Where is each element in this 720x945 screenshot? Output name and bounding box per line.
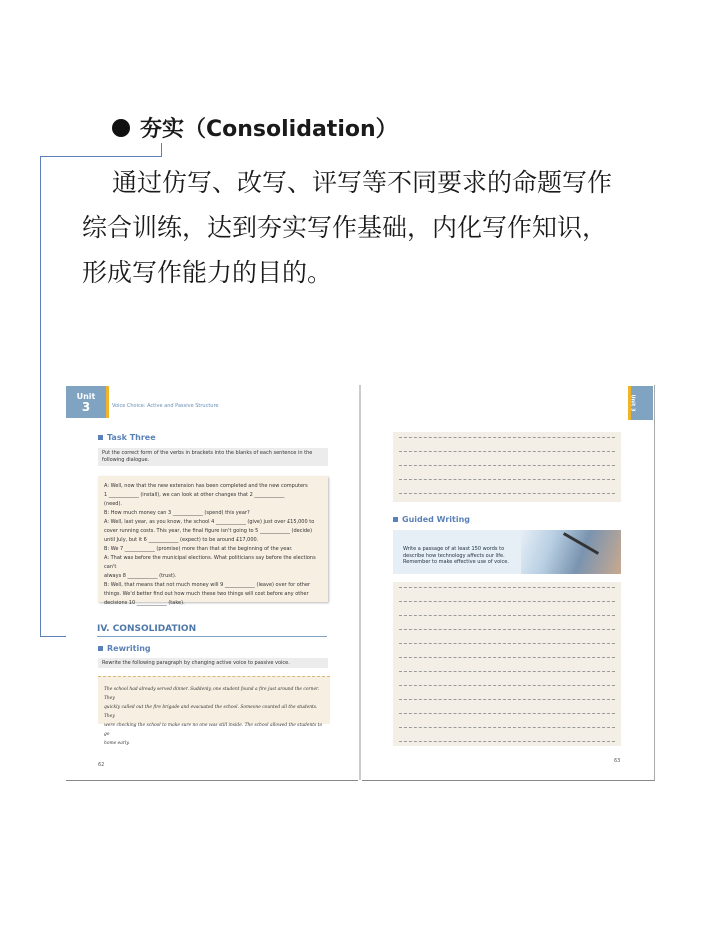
writing-rule [399,614,615,616]
writing-rule [399,740,615,742]
right-unit-tab-label: Unit 3 [629,394,636,412]
writing-rule [399,698,615,700]
prompt-line: Remember to make effective use of voice. [403,559,509,565]
writing-rule [399,464,615,466]
square-bullet-icon [98,646,103,651]
prompt-line: describe how technology affects our life. [403,552,505,559]
paragraph-line: 形成写作能力的目的。 [82,258,333,287]
consolidation-underline [97,636,327,637]
chapter-title: Voice Choice: Active and Passive Structure [112,403,219,409]
writing-rule [399,436,615,438]
book-spine [359,385,361,780]
dialogue-line: things. We'd better find out how much these two things will cost before any other [104,591,309,597]
guided-writing-prompt [403,546,533,566]
dialogue-line: always 8 ____________ (trust). [104,573,177,579]
writing-rule [399,492,615,494]
writing-lines-bottom [393,582,621,746]
writing-rule [399,670,615,672]
unit-word: Unit [76,392,96,401]
section-heading-text: 夯实（Consolidation） [140,117,398,142]
bullet-icon [112,119,130,137]
task-three-title [98,433,156,442]
dialogue-line: cover running costs. This year, the final figure isn't going to 5 ____________ (decide) [104,528,313,534]
pen-icon [563,532,599,555]
dialogue-line: A: That was before the municipal elections. What politicians say before the elections can't [104,555,316,570]
guided-writing-banner [393,530,621,574]
dialogue-line: (need). [104,501,122,507]
square-bullet-icon [393,517,398,522]
writing-rule [399,600,615,602]
dialogue-line: decisions 10 ____________ (take). [104,600,185,606]
square-bullet-icon [98,435,103,440]
unit-number: 3 [81,400,91,414]
left-page-number: 62 [98,762,105,768]
handwritten-line: home early. [104,741,130,746]
dialogue-line: B: We 7 ____________ (promise) more than that at the beginning of the year. [104,546,293,552]
handwritten-line: were checking the school to make sure no one was still inside. The school allowed the students to go [104,723,323,737]
handwritten-line: quickly called out the fire brigade and evacuated the school. Someone counted all the students. They [104,705,318,719]
frame-line-top [40,156,162,157]
paragraph-line: 通过仿写、改写、评写等不同要求的命题写作 [112,168,613,197]
writing-rule [399,478,615,480]
task-instruction: Put the correct form of the verbs in brackets into the blanks of each sentence in the following dialogue. [98,448,328,466]
handwritten-line: The school had already served dinner. Suddenly, one student found a fire just around the corner. They [104,687,320,701]
guided-writing-title [393,515,470,524]
writing-rule [399,726,615,728]
dialogue-line: A: Well, now that the new extension has been completed and the new computers [104,483,308,489]
hand-writing-photo [521,530,621,574]
dialogue-line: B: Well, that means that not much money will 9 ____________ (leave) over for other [104,582,311,588]
dialogue-box [98,476,328,606]
consolidation-title: IV. CONSOLIDATION [97,624,197,634]
rewriting-label: Rewriting [107,644,151,653]
frame-line-left [40,156,41,636]
writing-rule [399,712,615,714]
description-paragraph [82,160,662,295]
writing-rule [399,586,615,588]
task-three-label: Task Three [107,433,156,442]
prompt-line: Write a passage of at least 150 words to [403,546,505,552]
right-page-number: 63 [614,758,621,764]
section-heading [112,112,398,143]
frame-line-tick [161,143,162,157]
dialogue-line: until July, but it 6 ____________ (expect) to be around £17,000. [104,537,259,543]
paragraph-line: 综合训练，达到夯实写作基础，内化写作知识， [82,213,608,242]
writing-rule [399,628,615,630]
writing-lines-top [393,432,621,502]
unit-tab [66,386,106,418]
handwritten-paragraph [98,676,330,746]
guided-writing-label: Guided Writing [402,515,471,524]
writing-rule [399,656,615,658]
dialogue-line: A: Well, last year, as you know, the school 4 ____________ (give) just over £15,000 to [104,519,315,525]
writing-rule [399,450,615,452]
rewriting-title [98,644,151,653]
dialogue-line: B: How much money can 3 ____________ (spend) this year? [104,510,250,516]
unit-accent-stripe [106,386,109,418]
dialogue-line: 1 ____________ (install), we can look at other changes that 2 ____________ [104,492,285,498]
writing-rule [399,642,615,644]
writing-rule [399,684,615,686]
rewriting-instruction: Rewrite the following paragraph by changing active voice to passive voice. [98,658,328,668]
